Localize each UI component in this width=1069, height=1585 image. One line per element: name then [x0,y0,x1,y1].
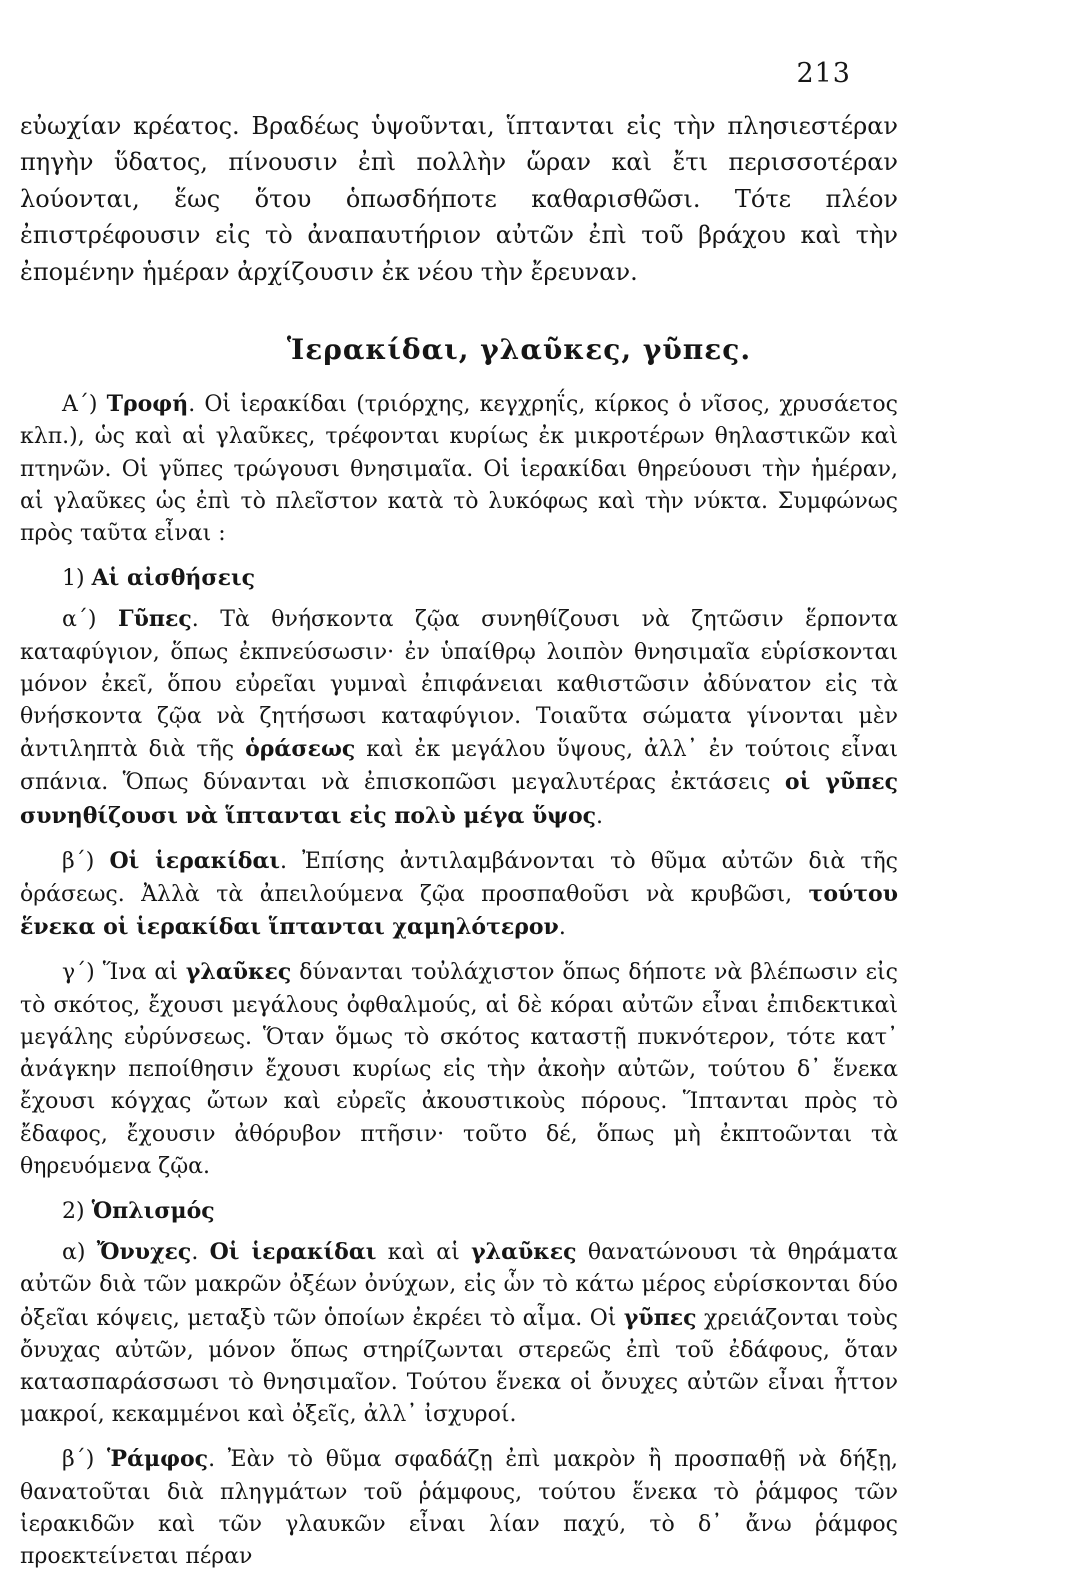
paragraph-label: β΄) [62,1447,108,1473]
subheading-armament [20,1195,898,1228]
paragraph-text: . Ἐὰν τὸ θῦμα σφαδάζῃ ἐπὶ μακρὸν ἢ προσπαθῇ νὰ δήξῃ, θανατοῦται διὰ πληγμάτων τοῦ ῥάμφους, τούτου ἕνεκα τὸ ῥάμφος τῶν ἱερακιδῶν καὶ τῶν γλαυκῶν εἶναι λίαν παχύ, τὸ δ᾽ ἄνω ῥάμφος προεκτείνεται πέραν [20,1447,899,1569]
emphasis-text: τούτου ἕνεκα οἱ ἱερακίδαι ἵπτανται χαμηλότερον [20,881,898,941]
paragraph-label: β΄) [62,848,110,874]
page-number: 213 [796,58,851,89]
paragraph-text: . Οἱ ἱερακίδαι (τριόρχης, κεγχρηΐς, κίρκος ὁ νῖσος, χρυσάετος κλπ.), ὡς καὶ αἱ γλαῦκες, τρέφονται κυρίως ἐκ μικροτέρων θηλαστικῶν καὶ πτηνῶν. Οἱ γῦπες τρώγουσι θνησιμαῖα. Οἱ ἱερακίδαι θηρεύουσι τὴν ἡμέραν, αἱ γλαῦκες ὡς ἐπὶ τὸ πλεῖστον κατὰ τὸ λυκόφως καὶ τὴν νύκτα. Συμφώνως πρὸς ταῦτα εἶναι : [20,392,898,547]
paragraph-claws [20,1236,898,1431]
paragraph-title: Οἱ ἱερακίδαι [109,847,281,874]
subheading-title: Ὁπλισμός [91,1197,215,1224]
page-body [20,108,898,1585]
emphasis-text: οἱ γῦπες συνηθίζουσι νὰ ἵπτανται εἰς πολὺ μέγα ὕψος [20,769,898,829]
paragraph-label: α) [62,1240,97,1266]
paragraph-hawks [20,845,898,945]
section-title: Ἱερακίδαι, γλαῦκες, γῦπες. [286,333,752,367]
subheading-title: Αἱ αἰσθήσεις [91,565,256,592]
emphasis-text: Οἱ ἱερακίδαι [209,1239,377,1266]
paragraph-text: δύνανται τοὐλάχιστον ὅπως δήποτε νὰ βλέπωσιν εἰς τὸ σκότος, ἔχουσι μεγάλους ὀφθαλμούς, αἱ δὲ κόραι αὐτῶν εἶναι ἐπιδεκτικαὶ μεγάλης εὐρύνσεως. Ὅταν ὅμως τὸ σκότος καταστῇ πυκνότερον, τότε κατ᾽ ἀνάγκην πεποίθησιν ἔχουσι κυρίως εἰς τὴν ἀκοὴν αὐτῶν, τούτου δ᾽ ἕνεκα ἔχουσι κόγχας ὤτων καὶ εὐρεῖς ἀκουστικοὺς πόρους. Ἵπτανται πρὸς τὸ ἔδαφος, ἔχουσιν ἀθόρυβον πτῆσιν· τοῦτο δέ, ὅπως μὴ ἐκπτοῶνται τὰ θηρευόμενα ζῷα. [20,960,898,1179]
emphasis-text: γῦπες [623,1304,697,1331]
paragraph-vultures [20,603,898,832]
paragraph-title: Γῦπες [117,606,192,633]
paragraph-text: καὶ αἱ [376,1240,472,1266]
paragraph-text: . [596,803,604,829]
paragraph-text: θανατώνουσι τὰ θηράματα αὐτῶν διὰ τῶν μακρῶν ὀξέων ὀνύχων, εἰς ὧν τὸ κάτω μέρος εὑρίσκονται δύο ὀξεῖαι κόψεις, μεταξὺ τῶν ὁποίων ἐκρέει τὸ αἷμα. Οἱ [20,1240,899,1331]
paragraph-label: α΄) [62,607,118,633]
emphasis-text: γλαῦκες [471,1239,577,1266]
paragraph-text: καὶ ἐκ μεγάλου ὕψους, ἀλλ᾽ ἐν τούτοις εἶναι σπάνια. Ὅπως δύνανται νὰ ἐπισκοπῶσι μεγαλυτέρας ἐκτάσεις [20,737,898,796]
subheading-senses [20,562,898,595]
intro-paragraph: εὐωχίαν κρέατος. Βραδέως ὑψοῦνται, ἵπτανται εἰς τὴν πλησιεστέραν πηγὴν ὕδατος, πίνουσιν ἐπὶ πολλὴν ὥραν καὶ ἔτι περισσοτέραν λούονται, ἕως ὅτου ὁπωσδήποτε καθαρισθῶσι. Τότε πλέον ἐπιστρέφουσιν εἰς τὸ ἀναπαυτήριον αὐτῶν ἐπὶ τοῦ βράχου καὶ τὴν ἐπομένην ἡμέραν ἀρχίζουσιν ἐκ νέου τὴν ἔρευναν. [20,112,898,286]
paragraph-text: χρειάζονται τοὺς ὄνυχας αὐτῶν, μόνον ὅπως στηρίζωνται στερεῶς ἐπὶ τοῦ ἐδάφους, ὅταν κατασπαράσσωσι τὸ θνησιμαῖον. Τούτου ἕνεκα οἱ ὄνυχες αὐτῶν εἶναι ἧττον μακροί, κεκαμμένοι καὶ ὀξεῖς, ἀλλ᾽ ἰσχυροί. [20,1305,898,1428]
paragraph-food [20,388,898,550]
subheading-label: 2) [62,1198,92,1224]
paragraph-text: . [558,915,566,941]
subheading-label: 1) [62,566,92,592]
paragraph-title: Ῥάμφος [107,1446,209,1473]
paragraph-text: . Τὰ θνήσκοντα ζῷα συνηθίζουσι νὰ ζητῶσιν ἕρποντα καταφύγιον, ὅπως ἐκπνεύσωσιν· ἐν ὑπαίθρῳ λοιπὸν θνησιμαῖα εὑρίσκονται μόνον ἐκεῖ, ὅπου εὐρεῖαι γυμναὶ ἐπιφάνειαι καθιστῶσιν ἀδύνατον εἰς τὰ θνήσκοντα ζῷα νὰ ζητήσωσι καταφύγιον. Τοιαῦτα σώματα γίνονται μὲν ἀντιληπτὰ διὰ τῆς [20,607,898,763]
paragraph-label: Α΄) [62,392,107,418]
paragraph-label: γ΄) Ἵνα αἱ [62,960,186,986]
paragraph-owls [20,956,898,1182]
paragraph-title: Ὄνυχες [96,1239,192,1266]
paragraph-text: . [191,1240,210,1266]
paragraph-title: γλαῦκες [185,959,292,986]
paragraph-beak [20,1443,898,1573]
emphasis-text: ὁράσεως [245,736,356,763]
paragraph-text: . Ἐπίσης ἀντιλαμβάνονται τὸ θῦμα αὐτῶν διὰ τῆς ὁράσεως. Ἀλλὰ τὰ ἀπειλούμενα ζῷα προσπαθοῦσι νὰ κρυβῶσι, [20,848,899,908]
paragraph-title: Τροφή [106,391,189,418]
